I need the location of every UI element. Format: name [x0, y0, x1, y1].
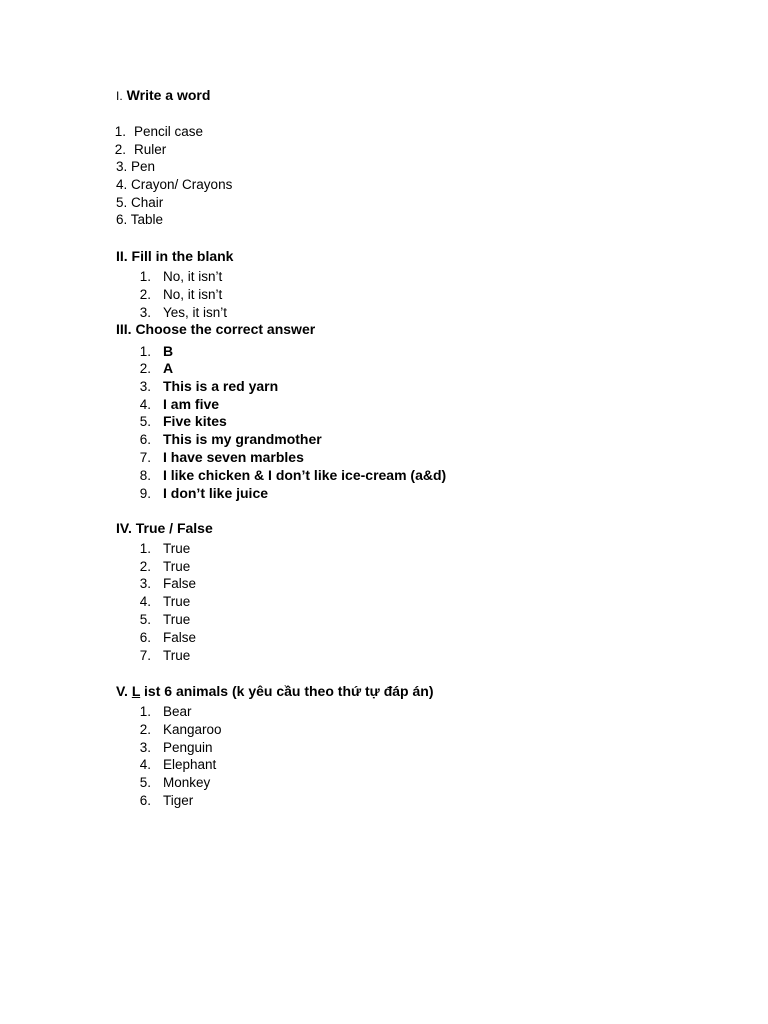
list-item-number: 1.: [139, 541, 151, 556]
list-item-text: Pen: [131, 159, 156, 174]
list-item: [139, 629, 196, 647]
list-item-number: 5.: [139, 775, 151, 790]
section-5-title-prefix: V.: [116, 683, 132, 699]
list-item-text: False: [163, 576, 197, 591]
list-item-number: 1.: [139, 704, 151, 719]
list-item-number: 6.: [139, 630, 151, 645]
list-item: [139, 430, 322, 449]
list-item: [139, 448, 304, 467]
list-item: [139, 792, 193, 810]
section-1-numeral: I.: [116, 89, 123, 103]
list-item: [139, 756, 216, 774]
list-item-number: 5.: [139, 414, 151, 429]
list-item-number: 6.: [116, 212, 128, 227]
list-item-text: Pencil case: [134, 124, 204, 139]
list-item: [139, 611, 190, 629]
list-item: [139, 359, 173, 378]
list-item-text: Ruler: [134, 142, 167, 157]
list-item-number: 2.: [139, 559, 151, 574]
list-item-number: 3.: [139, 379, 151, 394]
list-item-text: No, it isn’t: [163, 287, 223, 302]
list-item-text: Bear: [163, 704, 192, 719]
list-item: [139, 558, 190, 576]
list-item-number: 2.: [139, 722, 151, 737]
section-3-heading: III. Choose the correct answer: [116, 321, 316, 337]
list-item-text: No, it isn’t: [163, 269, 223, 284]
list-item-text: Five kites: [163, 413, 227, 429]
list-item-text: Elephant: [163, 757, 217, 772]
list-item: [139, 540, 190, 558]
list-item-number: 3.: [116, 159, 128, 174]
list-item: [139, 774, 210, 792]
list-item-number: 4.: [139, 397, 151, 412]
list-item-number: 4.: [139, 594, 151, 609]
list-item: [139, 703, 192, 721]
list-item: [139, 721, 222, 739]
list-item: [139, 484, 268, 503]
list-item-text: Yes, it isn’t: [163, 305, 228, 320]
list-item-text: Crayon/ Crayons: [131, 177, 233, 192]
list-item-text: True: [163, 559, 191, 574]
list-item: [139, 268, 222, 286]
list-item-text: True: [163, 612, 191, 627]
list-item-number: 6.: [139, 793, 151, 808]
section-4-heading: IV. True / False: [116, 520, 213, 536]
section-5-heading: [116, 683, 434, 699]
list-item: [112, 141, 166, 159]
list-item-number: 7.: [139, 450, 151, 465]
list-item: [139, 593, 190, 611]
list-item-number: 5.: [139, 612, 151, 627]
list-item-number: 5.: [116, 195, 128, 210]
list-item-number: 2.: [139, 361, 151, 376]
list-item-text: I am five: [163, 396, 220, 412]
list-item: [139, 377, 278, 396]
list-item: [139, 466, 446, 485]
list-item-text: This is my grandmother: [163, 431, 322, 447]
list-item: [139, 575, 196, 593]
section-5-title-underlined: L: [131, 683, 141, 699]
list-item-number: 3.: [139, 740, 151, 755]
list-item-text: A: [163, 360, 174, 376]
list-item: [139, 412, 227, 431]
list-item-text: Monkey: [163, 775, 211, 790]
section-1-title: Write a word: [126, 87, 211, 103]
list-item: [116, 194, 163, 212]
list-item: [139, 286, 222, 304]
list-item-number: 4.: [139, 757, 151, 772]
list-item: [139, 647, 190, 665]
list-item-text: I have seven marbles: [163, 449, 304, 465]
list-item-number: 1.: [139, 269, 151, 284]
list-item-text: Tiger: [163, 793, 194, 808]
list-item-text: I like chicken & I don’t like ice-cream (a&d): [163, 467, 447, 483]
list-item: [112, 123, 203, 141]
list-item-text: Chair: [131, 195, 164, 210]
list-item-number: 8.: [139, 468, 151, 483]
list-item-number: 1.: [139, 344, 151, 359]
list-item: [139, 304, 227, 322]
list-item-text: False: [163, 630, 197, 645]
list-item-number: 1.: [114, 124, 126, 139]
list-item-text: Penguin: [163, 740, 213, 755]
list-item-text: True: [163, 648, 191, 663]
list-item-text: I don’t like juice: [163, 485, 269, 501]
list-item: [116, 211, 163, 229]
list-item: [139, 739, 213, 757]
list-item-number: 2.: [139, 287, 151, 302]
list-item-number: 4.: [116, 177, 128, 192]
section-5-title-rest: ist 6 animals (k yêu cầu theo thứ tự đáp án): [140, 683, 434, 699]
list-item-number: 3.: [139, 305, 151, 320]
list-item-text: True: [163, 594, 191, 609]
list-item: [116, 176, 232, 194]
section-1-heading: [116, 87, 210, 103]
list-item-text: Kangaroo: [163, 722, 222, 737]
list-item-text: True: [163, 541, 191, 556]
list-item-number: 7.: [139, 648, 151, 663]
list-item: [116, 158, 155, 176]
list-item-text: Table: [130, 212, 164, 227]
list-item-text: This is a red yarn: [163, 378, 279, 394]
section-2-heading: II. Fill in the blank: [116, 248, 234, 264]
list-item-number: 2.: [114, 142, 126, 157]
list-item-number: 6.: [139, 432, 151, 447]
list-item-text: B: [163, 343, 174, 359]
list-item-number: 9.: [139, 486, 151, 501]
list-item-number: 3.: [139, 576, 151, 591]
